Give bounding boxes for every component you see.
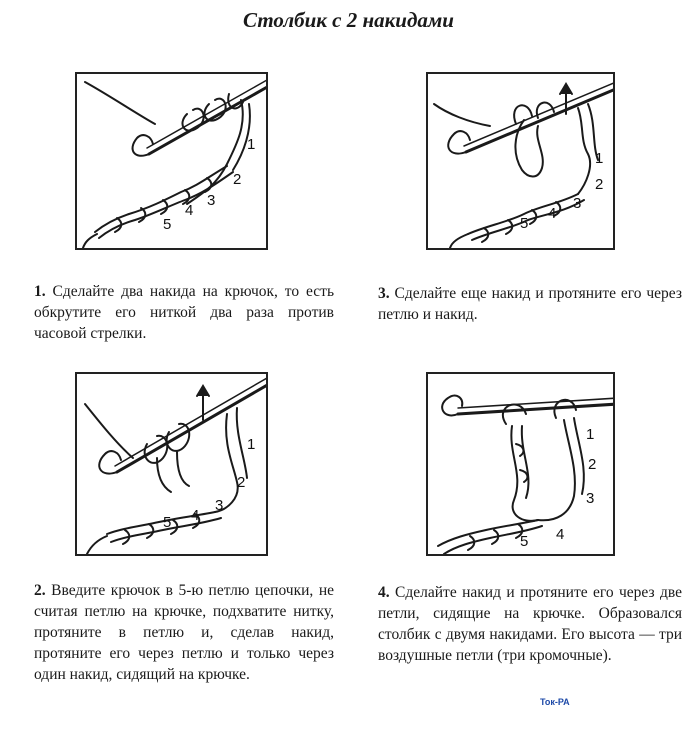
step-number: 2. <box>34 582 46 599</box>
step-text: Сделайте накид и протяните его через две петли, сидящие на крючке. Образовался столбик с двумя накидами. Его высота — три воздушные петли (три кромочные). <box>378 584 683 664</box>
stitch-label: 5 <box>520 215 529 232</box>
stitch-label: 2 <box>233 171 242 188</box>
figure-step-2-drawing <box>77 374 266 554</box>
stitch-label: 3 <box>207 192 216 209</box>
figure-step-1-drawing <box>77 74 266 248</box>
step-number: 1. <box>34 283 46 300</box>
stitch-label: 2 <box>237 474 246 491</box>
step-text: Сделайте еще накид и протяните его через петлю и накид. <box>378 285 683 323</box>
stitch-label: 2 <box>595 176 604 193</box>
step-2-caption <box>34 580 334 685</box>
page-title: Столбик с 2 накидами <box>243 8 454 32</box>
stitch-label: 2 <box>588 456 597 473</box>
step-text: Введите крючок в 5-ю петлю цепочки, не считая петлю на крючке, подхватите нитку, протяните в петлю и, сделав накид, протяните его через петлю и только через один накид, сидящий на крючке. <box>34 582 334 683</box>
step-text: Сделайте два накида на крючок, то есть обкрутите его ниткой два раза против часовой стрелки. <box>34 283 335 342</box>
stitch-label: 3 <box>586 490 595 507</box>
step-3-caption <box>378 283 682 325</box>
step-1-caption <box>34 281 334 344</box>
stitch-label: 5 <box>520 533 529 550</box>
figure-step-2 <box>75 372 268 556</box>
stitch-label: 4 <box>191 507 200 524</box>
stitch-label: 1 <box>247 136 256 153</box>
stitch-label: 1 <box>595 150 604 167</box>
figure-step-3 <box>426 72 615 250</box>
stitch-label: 4 <box>556 526 565 543</box>
stitch-label: 3 <box>215 497 224 514</box>
stitch-label: 4 <box>185 202 194 219</box>
step-number: 4. <box>378 584 390 601</box>
credit-mark: Ток-РА <box>540 697 570 707</box>
stitch-label: 1 <box>586 426 595 443</box>
step-4-caption <box>378 582 682 666</box>
stitch-label: 4 <box>548 205 557 222</box>
stitch-label: 5 <box>163 216 172 233</box>
step-number: 3. <box>378 285 390 302</box>
figure-step-1 <box>75 72 268 250</box>
figure-step-4 <box>426 372 615 556</box>
stitch-label: 3 <box>573 195 582 212</box>
figure-step-4-drawing <box>428 374 613 554</box>
stitch-label: 1 <box>247 436 256 453</box>
stitch-label: 5 <box>163 514 172 531</box>
